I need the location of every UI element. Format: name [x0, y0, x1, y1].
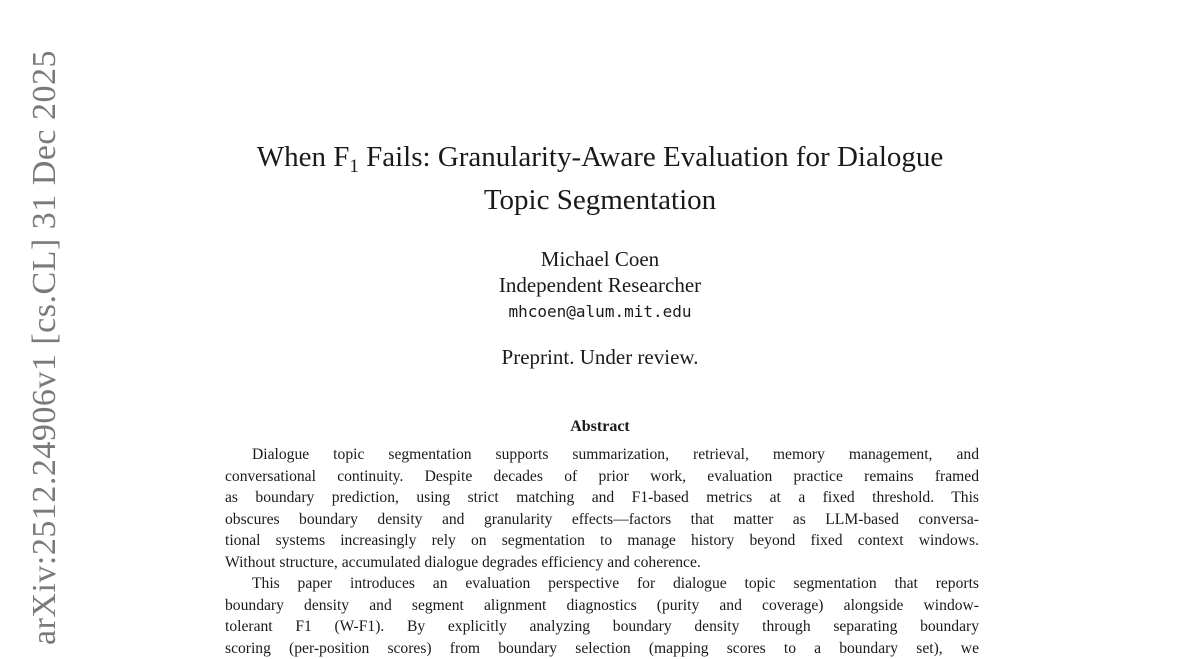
title-prefix: When F [257, 141, 350, 173]
abstract-line: tional systems increasingly rely on segmentation to manage history beyond fixed context windows. [225, 530, 979, 552]
title-line2: Topic Segmentation [484, 184, 716, 216]
author-name: Michael Coen [300, 246, 900, 272]
preprint-status: Preprint. Under review. [300, 345, 900, 370]
abstract-line: This paper introduces an evaluation perspective for dialogue topic segmentation that reports [225, 573, 979, 595]
abstract-line: as boundary prediction, using strict matching and F1-based metrics at a fixed threshold. This [225, 487, 979, 509]
abstract-heading: Abstract [300, 418, 900, 436]
abstract-paragraph-1 [225, 444, 979, 573]
author-block [300, 246, 900, 326]
title-subscript: 1 [349, 156, 359, 177]
abstract-line: Without structure, accumulated dialogue degrades efficiency and coherence. [225, 552, 979, 574]
abstract-line: obscures boundary density and granularity effects—factors that matter as LLM-based conversa- [225, 509, 979, 531]
paper-title [150, 136, 1050, 222]
title-line1-rest: Fails: Granularity-Aware Evaluation for Dialogue [359, 141, 943, 173]
abstract-line: boundary density and segment alignment diagnostics (purity and coverage) alongside window- [225, 595, 979, 617]
abstract-line: Dialogue topic segmentation supports summarization, retrieval, memory management, and [225, 444, 979, 466]
arxiv-side-stamp: arXiv:2512.24906v1 [cs.CL] 31 Dec 2025 [26, 50, 64, 645]
abstract-body [225, 444, 979, 659]
abstract-line: conversational continuity. Despite decades of prior work, evaluation practice remains framed [225, 466, 979, 488]
author-email: mhcoen@alum.mit.edu [300, 298, 900, 326]
abstract-line: tolerant F1 (W-F1). By explicitly analyzing boundary density through separating boundary [225, 616, 979, 638]
author-affiliation: Independent Researcher [300, 272, 900, 298]
abstract-paragraph-2 [225, 573, 979, 659]
abstract-line: scoring (per-position scores) from boundary selection (mapping scores to a boundary set), we [225, 638, 979, 659]
